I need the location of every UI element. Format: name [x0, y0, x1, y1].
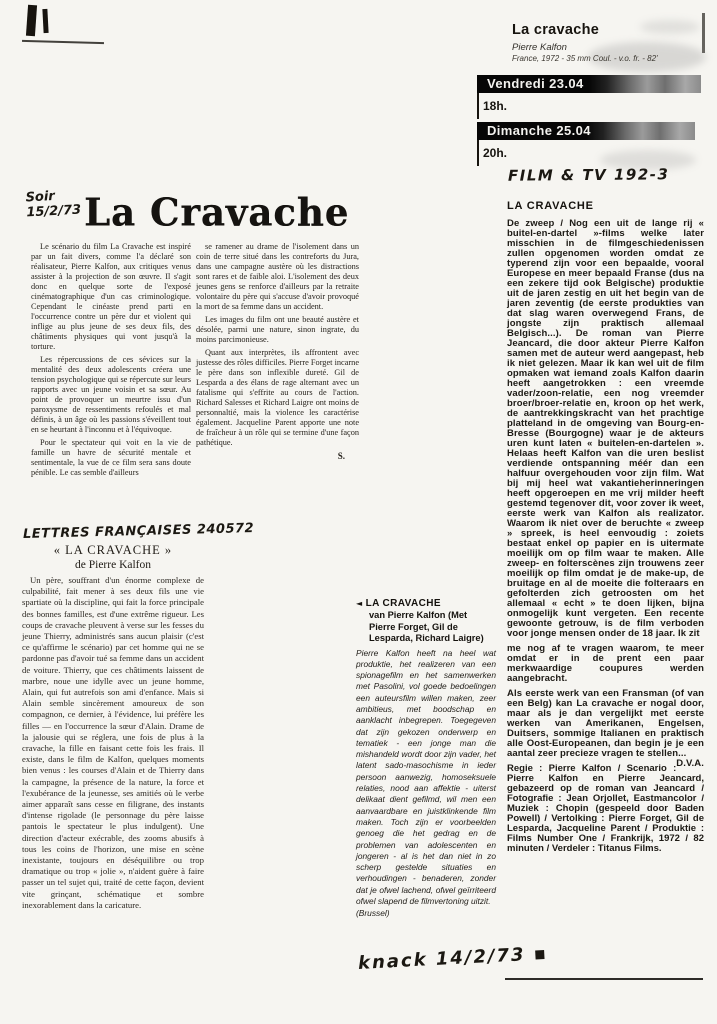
- soir-paragraph: Pour le spectateur qui voit en la vie de famille un havre de sécurité mentale et sentimentale, la vue de ce film sera sans doute pénible. Le cas semble d'ailleurs: [31, 438, 191, 477]
- knack-article: [356, 598, 496, 918]
- soir-paragraph: Le scénario du film La Cravache est inspiré par un fait divers, comme l'a déclaré son réalisateur, Pierre Kalfon, aux critiques venus assister à la projection de son œuvre. Il s'agit donc en quelque sorte de l'exposé cinématographique d'un cas criminologique. Cependant le cinéaste prend parti en l'occurrence contre un père dur et violent qui inflige au plus jeune de ses deux fils, des châtiments physiques qui vont jusqu'à la torture.: [31, 242, 191, 351]
- soir-article-column-1: [31, 242, 191, 481]
- handwritten-source-knack: knack 14/2/73 ▪: [357, 943, 549, 974]
- filmtv-paragraph: [507, 688, 704, 769]
- scan-artifact: [22, 40, 104, 44]
- lettres-article-title: « LA CRAVACHE »: [53, 543, 173, 557]
- scan-artifact: [26, 5, 37, 37]
- knack-article-title-row: [356, 598, 496, 609]
- lettres-article: [22, 543, 204, 911]
- handwritten-source-soir-date: 15/2/73: [26, 202, 82, 221]
- filmtv-article-title: LA CRAVACHE: [507, 200, 594, 212]
- screening-day-bar: Dimanche 25.04: [477, 122, 695, 140]
- filmtv-signature: D.V.A.: [676, 758, 704, 769]
- margin-tick: [477, 93, 479, 119]
- handwritten-source-filmtv: FILM & TV 192-3: [507, 165, 670, 185]
- scan-artifact: [42, 9, 48, 33]
- screening-time: 20h.: [483, 146, 508, 160]
- soir-article-column-2: [196, 242, 359, 461]
- filmtv-credits: Regie : Pierre Kalfon / Scenario : Pierre Kalfon en Pierre Jeancard, gebazeerd op de roman van Jeancard / Fotografie : Jean Orjollet, Eastmancolor / Muziek : Chopin (gespeeld door Baden Powell) / Vertolking : Pierre Forget, Gil de Lesparda, Jacqueline Parent / Produktie : Films Number One / Frankrijk, 1972 / 82 minuten / Verdeler : Titanus Films.: [507, 763, 704, 854]
- soir-paragraph: Les images du film ont une beauté austère et désolée, parmi une nature, sinon ingrate, du moins parcimonieuse.: [196, 315, 359, 344]
- program-director: Pierre Kalfon: [512, 42, 567, 53]
- knack-article-place: (Brussel): [356, 908, 390, 919]
- lettres-article-body: [22, 575, 204, 911]
- filmtv-paragraph: De zweep / Nog een uit de lange rij « buitel-en-dartel »-films welke later misschien in de filmgeschiedenissen zullen opgenomen worden omdat ze typerend zijn voor een bepaalde, vooral Europese en meer bepaald Franse (dus na een zekere tijd ook Belgische) produktie uit de jaren zestig en uit het begin van de jaren zeventig (de eerste produkties van dat slag waren overwegend Frans, de jongste zijn praktisch allemaal Belgisch...). De roman van Pierre Jeancard, die door akteur Pierre Kalfon samen met de auteur werd aangepast, heb ik niet gelezen. Maar ik kan wel uit de film opmaken wat iemand zoals Kalfon daarin heeft aangetrokken : een vreemde vader/zoon-relatie, een nog vreemder broer/broer-relatie en, kroon op het werk, de aantrekkingskracht van het prachtige platteland in de omgeving van Bourg-en-Bresse (Bourgogne) waar je de akteurs uren kunt laten « buitelen-en-dartelen ». Helaas heeft Kalfon van die uren beslist verdiende ontspanning méér dan een halfuur overgehouden voor zijn film. Wat bij mij heel wat vakantieherinneringen heeft opgeroepen en me vrij milder heeft gestemd tegenover dit, voor zover ik weet, eerste werk van Kalfon als realizator. Waarom ik niet over de beruchte « zweep » spreek, is heel eenvoudig : zoiets bestaat enkel op papier en is uitermate moeilijk om op film waar te maken. Alle zweep- en folterscènes zijn trouwens zeer moeilijk op film omdat je de make-up, de bruitage en al de moeite die folteraars en gefolterden zich getroosten om het allemaal « echt » te doen lijken, bijna onmogelijk kunt vergeten. Een recente gewoonte getrouw, is de film verboden voor jonge mensen onder de 18 jaar. Ik zit: [507, 218, 704, 639]
- lettres-article-byline: de Pierre Kalfon: [75, 559, 151, 571]
- handwritten-source-soir-name: Soir: [25, 188, 56, 206]
- knack-article-title: LA CRAVACHE: [365, 598, 441, 609]
- article-headline: La Cravache: [84, 189, 350, 235]
- left-pointer-icon: ◄: [356, 599, 363, 608]
- screening-time: 18h.: [483, 99, 508, 113]
- knack-paragraph: Pierre Kalfon heeft na heel wat produktie, het realizeren van een spionagefilm en het samenwerken met Pasolini, vol goede bedoelingen een auteursfilm willen maken, zeer ambitieus, met boodschap en aanklacht inbegrepen. Toegegeven dat zijn gekozen onderwerp en tematiek - een jonge man die mishandeld wordt door zijn vader, het latent sado-masochisme in ieder persoon aanwezig, homoseksuele relaties, nood aan affektie - uiterst delikaat dient gefilmd, wil men een aanvaardbare en juistklinkende film maken. Toch zijn er voorbeelden genoeg die het gedrag en de problemen van adolescenten en jongeren - al is het dan niet in zo scherp gestelde situaties en verhoudingen - benaderen, zonder dat je ofwel lachend, ofwel geïrriteerd ofwel slapend de filmvertoning uitzit.: [356, 647, 496, 907]
- handwritten-source-soir: [25, 188, 81, 221]
- soir-signature: S.: [337, 451, 345, 461]
- program-title: La cravache: [512, 22, 600, 38]
- filmtv-article: [507, 200, 704, 854]
- soir-paragraph: se ramener au drame de l'isolement dans un coin de terre situé dans les contreforts du Jura, dans une campagne austère où les distractions sont rares et de faible aloi. L'isolement des deux jeunes gens se renforce d'ailleurs par la retraite volontaire du père qui s'accuse d'avoir provoqué la mort de sa femme dans un accident.: [196, 242, 359, 311]
- knack-article-body: [356, 648, 496, 908]
- soir-paragraph: Les répercussions de ces sévices sur la mentalité des deux adolescents créera une tension psychologique qui se répercute sur leurs rapports avec un jeune voisin et sa sœur. Au point de provoquer un meurtre issu d'un paroxysme de ressentiments refoulés et mal définis, à un âge où les passions s'éveillent tout en se heurtant à l'inconnu et à l'équivoque.: [31, 355, 191, 434]
- knack-article-credit: van Pierre Kalfon (Met Pierre Forget, Gil de Lesparda, Richard Laigre): [369, 610, 484, 643]
- scan-smudge: [640, 20, 700, 34]
- handwritten-source-lettres: LETTRES FRANÇAISES 240572: [22, 520, 255, 543]
- bottom-divider-rule: [505, 978, 703, 980]
- margin-tick: [477, 140, 479, 166]
- soir-paragraph: Quant aux interprètes, ils affrontent avec justesse des rôles difficiles. Pierre Forget incarne le père dans son inflexible dureté. Gil de Lesparda a des élans de rage alternant avec un fatalisme qui s'effrite au cours de l'action. Richard Salesses et Richard Laigre ont moins de personnaltié, mais la violence les caractérise également. Jacqueline Parent apporte une note de fraîcheur à un rôle qui se termine d'une façon pathétique.: [196, 348, 359, 447]
- program-specs: France, 1972 - 35 mm Coul. - v.o. fr. - 82': [512, 54, 658, 63]
- screening-day-bar: Vendredi 23.04: [477, 75, 701, 93]
- filmtv-paragraph: me nog af te vragen waarom, te meer omdat er in de prent een paar merkwaardige coupures werden aangebracht.: [507, 643, 704, 684]
- filmtv-paragraph-text: Als eerste werk van een Fransman (of van een Belg) kan La cravache er nogal door, maar als je dan vergelijkt met eerste werken van Amerikanen, Engelsen, Duitsers, sommige Italianen en praktisch alle Oost-Europeanen, dan begin je je een aantal zeer precieze vragen te stellen...: [507, 688, 704, 759]
- scan-artifact: [702, 13, 705, 53]
- lettres-paragraph: Un père, souffrant d'un énorme complexe de culpabilité, fait mener à ses deux fils une vie spartiate où la discipline, qui fait la force principale des bonnes familles, est d'une extrême rigueur. Les coups de cravache pleuvent à verse sur les fesses du jeune Thierry, administrés sans aucun plaisir (c'est ce qu'affirme le scénario) par cet homme qui ne se pardonne pas d'avoir tué sa femme dans un accident de voiture. Thierry, que ces châtiments laissent de marbre, noue une idylle avec un jeune homme, Alain, qui fut autrefois son ami d'enfance. Mais si Alain semble sincèrement amoureux de son compagnon, ce dernier, à l'évidence, lui préfère les filles — en l'occurrence la sœur d'Alain. Drame de la jalousie qui se réglera, une fois de plus à la cravache, la fille en faisant cette fois les frais. Il existe, dans le film de Kalfon, quelques moments bien venus : les courses d'Alain et de Thierry dans la campagne, la présence de la nature, la force et l'exubérance de la jeunesse, ses amitiés où le verbe aimer apparaît sans cesse en filigrane, des instants d'intense rigolade (le personnage du père laisse pantois le spectateur le plus indulgent). Une direction d'acteur exécrable, des zooms abusifs à tous les coins de l'horizon, une mise en scène inexistante, toujours en déséquilibre ou trop dramatique ou trop « jolie », n'aident guère à faire passer un tel sujet qui, traité de cette façon, devient vite grinçant, schématique et sombre inexorablement dans la caricature.: [22, 575, 204, 910]
